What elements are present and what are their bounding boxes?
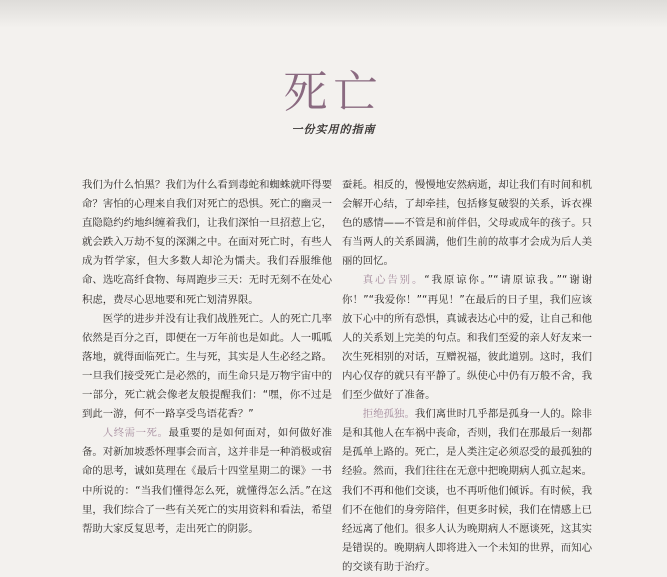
paragraph-loneliness	[342, 405, 592, 577]
paragraph-farewell	[342, 271, 592, 405]
paragraph-fear-of-death: 我们为什么怕黑？我们为什么看到毒蛇和蜘蛛就吓得要命？害怕的心理来自我们对死亡的恐惧。死亡的幽灵一直隐隐约约地纠缠着我们，让我们深怕一旦招惹上它，就会跌入万劫不复的深渊之中。在面对死亡时，有些人成为哲学家，但大多数人却沦为懦夫。我们吞服维他命、选吃高纤食物、每周跑步三天：无时无刻不在处心积虑，费尽心思地要和死亡划清界限。	[82, 179, 332, 306]
left-column	[82, 176, 332, 539]
paragraph-continuation: 蚕耗。相反的，慢慢地安然病逝，却让我们有时间和机会解开心结，了却牵挂，包括修复破裂的关系，诉衣裸色的感情——不管是和前伴侣，父母或成年的孩子。只有当两人的关系圆满，他们生前的故事才会成为后人美丽的回忆。	[342, 179, 592, 268]
right-column	[342, 176, 592, 577]
page-subtitle: 一份实用的指南	[291, 123, 376, 136]
paragraph-medicine: 医学的进步并没有让我们战胜死亡。人的死亡几率依然是百分之百，即便在一万年前也是如此。人一呱呱落地，就得面临死亡。生与死，其实是人生必经之路。一旦我们接受死亡是必然的，而生命只是万物宇宙中的一部分，死亡就会像老友般提醒我们：“嘿，你不过是到此一游，何不一路享受鸟语花香？”	[82, 312, 332, 421]
keyword-everyone-dies: 人终需一死。	[102, 427, 169, 440]
top-shading	[0, 0, 667, 28]
keyword-loneliness: 拒绝孤独。	[362, 408, 415, 421]
page-title: 死亡	[283, 67, 384, 118]
keyword-farewell: 真心告别。	[362, 274, 425, 287]
paragraph-farewell-text: “我原谅你。”“请原谅我。”“谢谢你！”“我爱你！”“再见！”在最后的日子里，我们应该放下心中的所有恐惧，真诚表达心中的爱，让自己和他人的关系划上完美的句点。和我们至爱的亲人好友来一次生死相别的对话，互赠祝福，彼此道别。这时，我们内心仅存的就只有平静了。纵使心中仍有万般不舍，我们至少做好了准备。	[342, 274, 593, 402]
paragraph-everyone-dies-text: 最重要的是如何面对，如何做好准备。对新加坡悉怀理事会而言，这并非是一种消极或宿命的思考，诚如莫理在《最后十四堂星期二的课》一书中所说的：“当我们懂得怎么死，就懂得怎么活。”在这里，我们综合了一些有关死亡的实用资料和看法，希望帮助大家反复思考，走出死亡的阴影。	[82, 427, 333, 535]
paragraph-loneliness-text: 我们离世时几乎都是孤身一人的。除非是和其他人在车祸中丧命，否则，我们在那最后一刻都是孤单上路的。死亡，是人类注定必须忍受的最孤独的经验。然而，我们往往在无意中把晚期病人孤立起来。我们不再和他们交谈，也不再听他们倾诉。有时候，我们不在他们的身旁陪伴，但更多时候，我们在情感上已经远离了他们。很多人认为晚期病人不愿谈死，这其实是错误的。晚期病人即将进入一个未知的世界，而知心的交谈有助于治疗。	[342, 408, 593, 573]
